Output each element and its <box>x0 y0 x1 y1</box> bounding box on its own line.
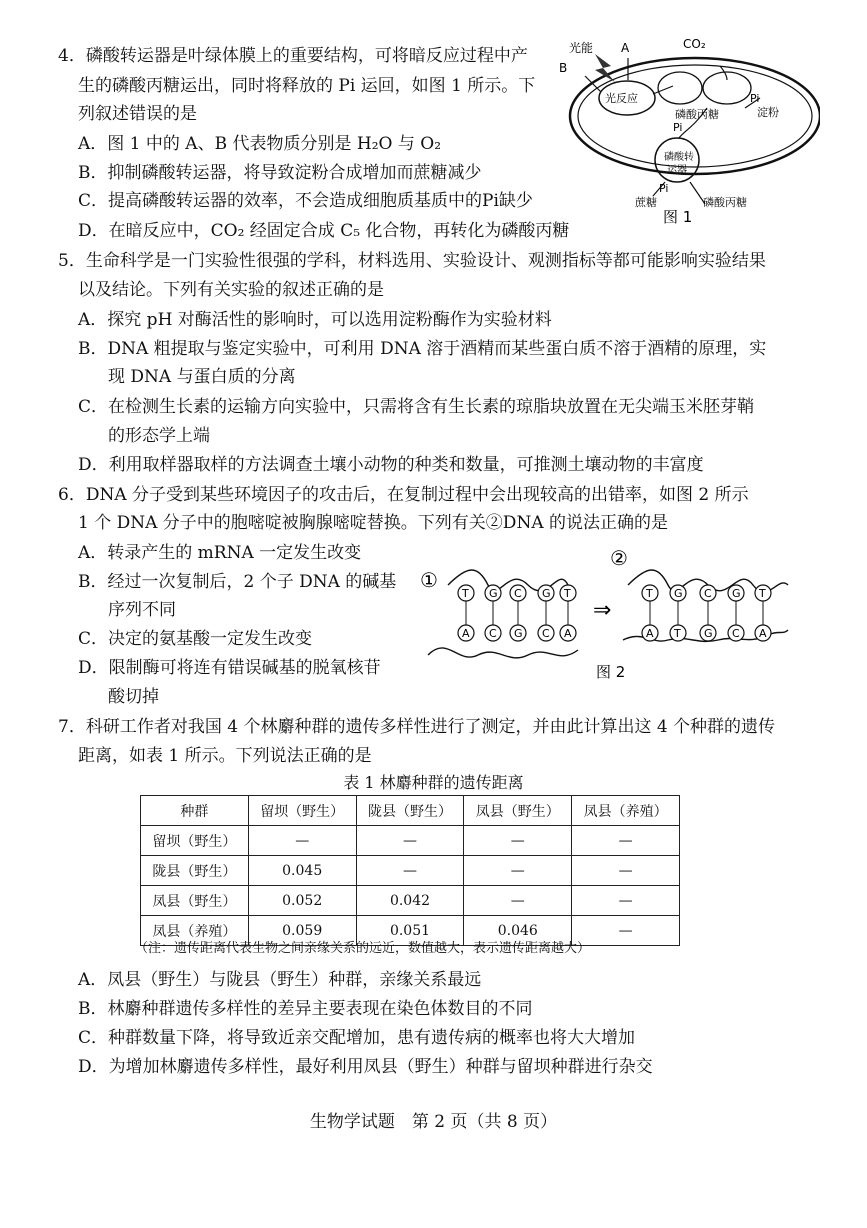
q6-option-d-line-2: 酸切掉 <box>108 687 159 707</box>
table-cell: — <box>464 886 572 916</box>
base-top-letter: T <box>646 587 653 600</box>
table-cell: 凤县（野生） <box>141 886 249 916</box>
triose-phosphate-label-1: 磷酸丙糖 <box>675 108 719 121</box>
dna-2-marker: ② <box>610 546 628 570</box>
a-label: A <box>621 41 630 55</box>
q7-stem-line-1: 7．科研工作者对我国 4 个林麝种群的遗传多样性进行了测定，并由此计算出这 4 个种群的遗传 <box>58 717 776 737</box>
table-cell: — <box>356 856 464 886</box>
replacement-arrow: ⇒ <box>593 598 612 623</box>
table-cell: 0.051 <box>356 916 464 946</box>
table-cell: — <box>572 856 680 886</box>
light-label: 光能 <box>569 41 594 55</box>
table-cell: — <box>464 856 572 886</box>
base-bottom-letter: T <box>674 627 681 640</box>
b-label: B <box>559 61 568 75</box>
calvin-cycle-left-ellipse <box>658 72 702 104</box>
page-footer: 生物学试题 第 2 页（共 8 页） <box>309 1112 558 1132</box>
table-cell: — <box>464 826 572 856</box>
base-bottom-letter: G <box>704 627 713 640</box>
dna-1-strand-bottom <box>428 648 578 658</box>
table-header-cell: 凤县（野生） <box>464 796 572 826</box>
table-cell: 留坝（野生） <box>141 826 249 856</box>
table-header-cell: 陇县（野生） <box>356 796 464 826</box>
table-cell: 0.045 <box>248 856 356 886</box>
base-top-letter: T <box>759 587 766 600</box>
base-top-letter: C <box>704 587 712 600</box>
base-bottom-letter: A <box>759 627 767 640</box>
q5-stem-line-1: 5．生命科学是一门实验性很强的学科，材料选用、实验设计、观测指标等都可能影响实验结果 <box>58 251 766 271</box>
figure-1-caption: 图 1 <box>663 208 693 226</box>
table-cell: — <box>572 916 680 946</box>
table-cell: — <box>572 886 680 916</box>
table-cell: 0.059 <box>248 916 356 946</box>
base-top-letter: G <box>489 587 498 600</box>
table-header-cell: 凤县（养殖） <box>572 796 680 826</box>
q4-option-c: C．提高磷酸转运器的效率，不会造成细胞质基质中的Pi缺少 <box>78 191 533 211</box>
base-top-letter: T <box>564 587 571 600</box>
base-bottom-letter: A <box>462 627 470 640</box>
q4-option-d: D．在暗反应中，CO₂ 经固定合成 C₅ 化合物，再转化为磷酸丙糖 <box>78 221 570 241</box>
table-cell: — <box>356 826 464 856</box>
table-cell: 0.042 <box>356 886 464 916</box>
table-cell: 0.046 <box>464 916 572 946</box>
q4-stem-line-2: 生的磷酸丙糖运出，同时将释放的 Pi 运回，如图 1 所示。下 <box>78 76 536 96</box>
base-top-letter: G <box>732 587 741 600</box>
q6-stem-line-1: 6．DNA 分子受到某些环境因子的攻击后，在复制过程中会出现较高的出错率，如图 2 所示 <box>58 485 749 505</box>
q6-option-b-line-1: B．经过一次复制后，2 个子 DNA 的碱基 <box>78 572 397 592</box>
q7-option-a: A．凤县（野生）与陇县（野生）种群，亲缘关系最远 <box>78 970 482 990</box>
pi-label-2: Pi <box>673 121 683 134</box>
table-cell: — <box>248 826 356 856</box>
q4-option-a: A．图 1 中的 A、B 代表物质分别是 H₂O 与 O₂ <box>78 134 442 154</box>
pi-label-3: Pi <box>659 182 669 195</box>
q5-option-c-line-1: C．在检测生长素的运输方向实验中，只需将含有生长素的琼脂块放置在无尖端玉米胚芽鞘 <box>78 397 755 417</box>
q7-option-d: D．为增加林麝遗传多样性，最好利用凤县（野生）种群与留坝种群进行杂交 <box>78 1057 653 1077</box>
q5-option-d: D．利用取样器取样的方法调查土壤小动物的种类和数量，可推测土壤动物的丰富度 <box>78 455 704 475</box>
table-header-cell: 种群 <box>141 796 249 826</box>
table-header-cell: 留坝（野生） <box>248 796 356 826</box>
table-row <box>141 856 680 886</box>
base-bottom-letter: A <box>564 627 572 640</box>
genetic-distance-table <box>140 795 680 946</box>
q5-option-a: A．探究 pH 对酶活性的影响时，可以选用淀粉酶作为实验材料 <box>78 310 552 330</box>
q4-option-b: B．抑制磷酸转运器，将导致淀粉合成增加而蔗糖减少 <box>78 163 482 183</box>
table-row <box>141 886 680 916</box>
q5-option-b-line-1: B．DNA 粗提取与鉴定实验中，可利用 DNA 溶于酒精而某些蛋白质不溶于酒精的原理，实 <box>78 339 767 359</box>
base-bottom-letter: C <box>542 627 550 640</box>
table-header-row <box>141 796 680 826</box>
q7-stem-line-2: 距离，如表 1 所示。下列说法正确的是 <box>78 746 372 766</box>
q7-option-b: B．林麝种群遗传多样性的差异主要表现在染色体数目的不同 <box>78 999 533 1019</box>
pi-label-1: Pi <box>750 92 760 105</box>
figure-1-chloroplast-diagram <box>555 36 820 226</box>
q5-option-b-line-2: 现 DNA 与蛋白质的分离 <box>108 367 296 387</box>
q6-option-c: C．决定的氨基酸一定发生改变 <box>78 629 313 649</box>
light-reaction-label: 光反应 <box>605 92 638 105</box>
figure-2-caption: 图 2 <box>596 663 626 681</box>
table-1-caption: 表 1 林麝种群的遗传距离 <box>343 773 524 792</box>
q4-stem-line-3: 列叙述错误的是 <box>78 104 197 124</box>
table-cell: 陇县（野生） <box>141 856 249 886</box>
lightning-icon <box>595 54 615 82</box>
table-cell: 凤县（养殖） <box>141 916 249 946</box>
base-top-letter: C <box>514 587 522 600</box>
base-top-letter: G <box>542 587 551 600</box>
base-bottom-letter: A <box>646 627 654 640</box>
table-1-note: （注：遗传距离代表生物之间亲缘关系的远近，数值越大，表示遗传距离越大） <box>135 941 591 956</box>
base-bottom-letter: C <box>732 627 740 640</box>
table-cell: 0.052 <box>248 886 356 916</box>
sucrose-label: 蔗糖 <box>635 196 657 209</box>
q4-stem-line-1: 4．磷酸转运器是叶绿体膜上的重要结构，可将暗反应过程中产 <box>58 46 528 66</box>
starch-label: 淀粉 <box>757 106 779 119</box>
table-row <box>141 826 680 856</box>
base-bottom-letter: C <box>489 627 497 640</box>
base-top-letter: T <box>462 587 469 600</box>
transporter-label: 磷酸转运器 <box>664 152 694 176</box>
figure-2-dna-diagram <box>418 545 818 685</box>
q5-option-c-line-2: 的形态学上端 <box>108 426 210 446</box>
q7-option-c: C．种群数量下降，将导致近亲交配增加，患有遗传病的概率也将大大增加 <box>78 1028 636 1048</box>
base-bottom-letter: G <box>514 627 523 640</box>
q6-option-a: A．转录产生的 mRNA 一定发生改变 <box>78 543 362 563</box>
co2-label: CO₂ <box>683 37 706 51</box>
table-cell: — <box>572 826 680 856</box>
dna-base-pairs <box>458 585 771 641</box>
q5-stem-line-2: 以及结论。下列有关实验的叙述正确的是 <box>78 280 384 300</box>
q6-option-d-line-1: D．限制酶可将连有错误碱基的脱氧核苷 <box>78 658 381 678</box>
dna-1-marker: ① <box>420 568 438 592</box>
triose-phosphate-label-2: 磷酸丙糖 <box>703 196 747 209</box>
base-top-letter: G <box>674 587 683 600</box>
q6-stem-line-2: 1 个 DNA 分子中的胞嘧啶被胸腺嘧啶替换。下列有关②DNA 的说法正确的是 <box>78 513 668 533</box>
q6-option-b-line-2: 序列不同 <box>108 600 176 620</box>
